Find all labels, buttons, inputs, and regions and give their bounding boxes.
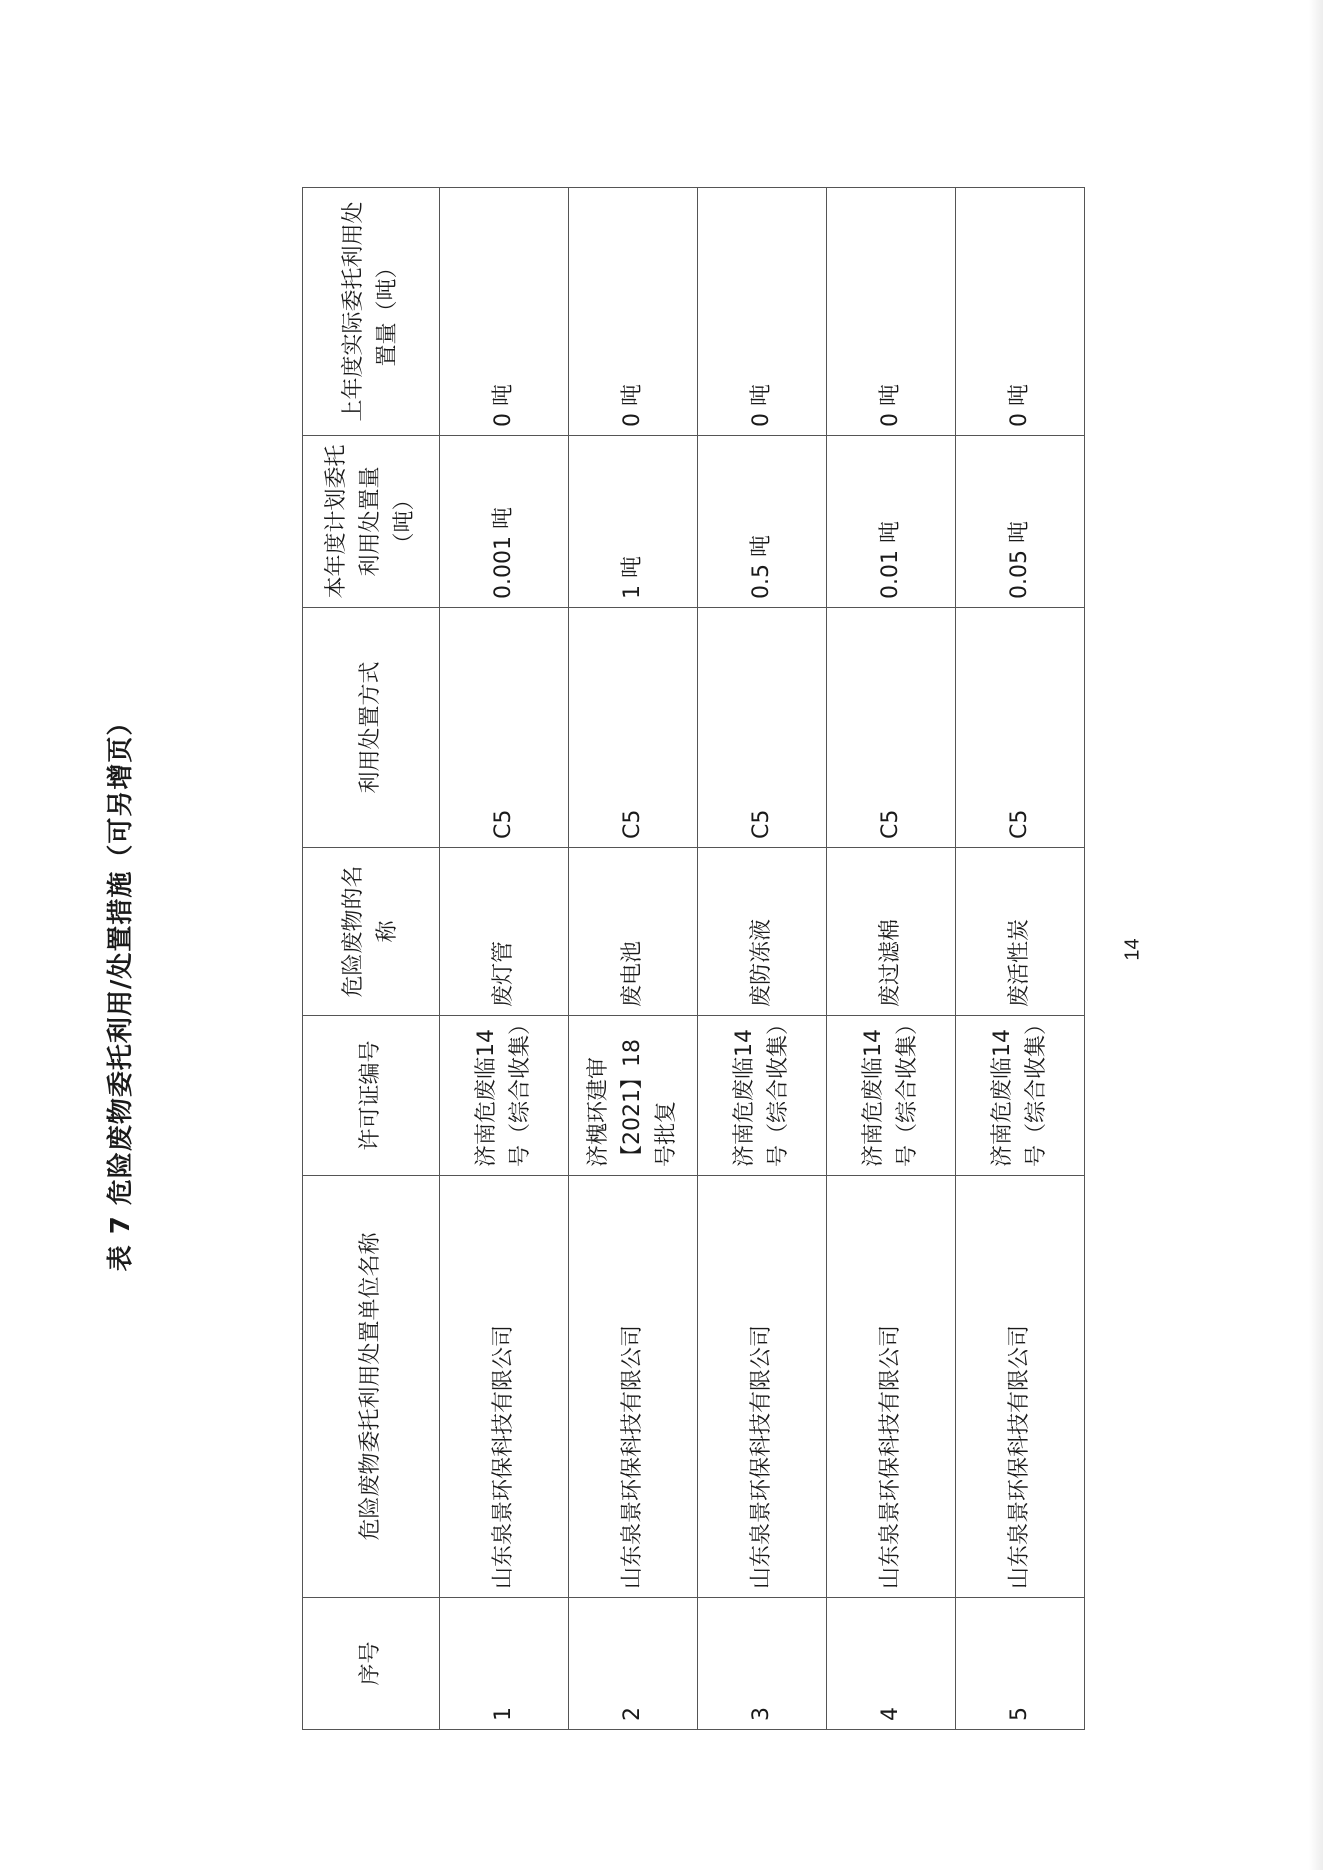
cell-plan: 1 吨 bbox=[569, 436, 698, 608]
scan-edge-shadow bbox=[1309, 0, 1323, 1870]
cell-no: 5 bbox=[956, 1598, 1085, 1730]
cell-no: 2 bbox=[569, 1598, 698, 1730]
cell-unit: 山东泉景环保科技有限公司 bbox=[956, 1176, 1085, 1598]
cell-method: C5 bbox=[827, 608, 956, 848]
table-row bbox=[956, 188, 1085, 1730]
cell-permit: 济南危废临14 号（综合收集） bbox=[698, 1016, 827, 1176]
cell-plan: 0.5 吨 bbox=[698, 436, 827, 608]
cell-waste: 废灯管 bbox=[440, 848, 569, 1016]
cell-unit: 山东泉景环保科技有限公司 bbox=[827, 1176, 956, 1598]
cell-actual: 0 吨 bbox=[956, 188, 1085, 436]
cell-unit: 山东泉景环保科技有限公司 bbox=[698, 1176, 827, 1598]
cell-permit: 济槐环建审【2021】18号批复 bbox=[569, 1016, 698, 1176]
rotated-page bbox=[66, 180, 1076, 1800]
cell-method: C5 bbox=[956, 608, 1085, 848]
table-row bbox=[827, 188, 956, 1730]
cell-method: C5 bbox=[698, 608, 827, 848]
header-unit: 危险废物委托利用处置单位名称 bbox=[303, 1176, 440, 1598]
header-actual: 上年度实际委托利用处置量（吨） bbox=[303, 188, 440, 436]
cell-plan: 0.05 吨 bbox=[956, 436, 1085, 608]
cell-unit: 山东泉景环保科技有限公司 bbox=[569, 1176, 698, 1598]
header-plan: 本年度计划委托利用处置量（吨） bbox=[303, 436, 440, 608]
cell-permit: 济南危废临14 号（综合收集） bbox=[956, 1016, 1085, 1176]
cell-plan: 0.01 吨 bbox=[827, 436, 956, 608]
cell-no: 3 bbox=[698, 1598, 827, 1730]
cell-waste: 废过滤棉 bbox=[827, 848, 956, 1016]
cell-method: C5 bbox=[440, 608, 569, 848]
cell-no: 4 bbox=[827, 1598, 956, 1730]
cell-actual: 0 吨 bbox=[569, 188, 698, 436]
cell-plan: 0.001 吨 bbox=[440, 436, 569, 608]
cell-actual: 0 吨 bbox=[698, 188, 827, 436]
table-row bbox=[698, 188, 827, 1730]
table-row bbox=[569, 188, 698, 1730]
cell-actual: 0 吨 bbox=[827, 188, 956, 436]
hazardous-waste-disposal-table bbox=[302, 187, 1085, 1730]
cell-permit: 济南危废临14 号（综合收集） bbox=[440, 1016, 569, 1176]
cell-actual: 0 吨 bbox=[440, 188, 569, 436]
cell-unit: 山东泉景环保科技有限公司 bbox=[440, 1176, 569, 1598]
header-waste: 危险废物的名称 bbox=[303, 848, 440, 1016]
table-title: 表 7 危险废物委托利用/处置措施（可另增页） bbox=[106, 708, 136, 1272]
header-row bbox=[303, 188, 440, 1730]
header-no: 序号 bbox=[303, 1598, 440, 1730]
table-row bbox=[440, 188, 569, 1730]
cell-no: 1 bbox=[440, 1598, 569, 1730]
cell-waste: 废防冻液 bbox=[698, 848, 827, 1016]
cell-waste: 废活性炭 bbox=[956, 848, 1085, 1016]
cell-method: C5 bbox=[569, 608, 698, 848]
cell-permit: 济南危废临14 号（综合收集） bbox=[827, 1016, 956, 1176]
header-permit: 许可证编号 bbox=[303, 1016, 440, 1176]
page-number: 14 bbox=[1121, 938, 1144, 961]
header-method: 利用处置方式 bbox=[303, 608, 440, 848]
cell-waste: 废电池 bbox=[569, 848, 698, 1016]
